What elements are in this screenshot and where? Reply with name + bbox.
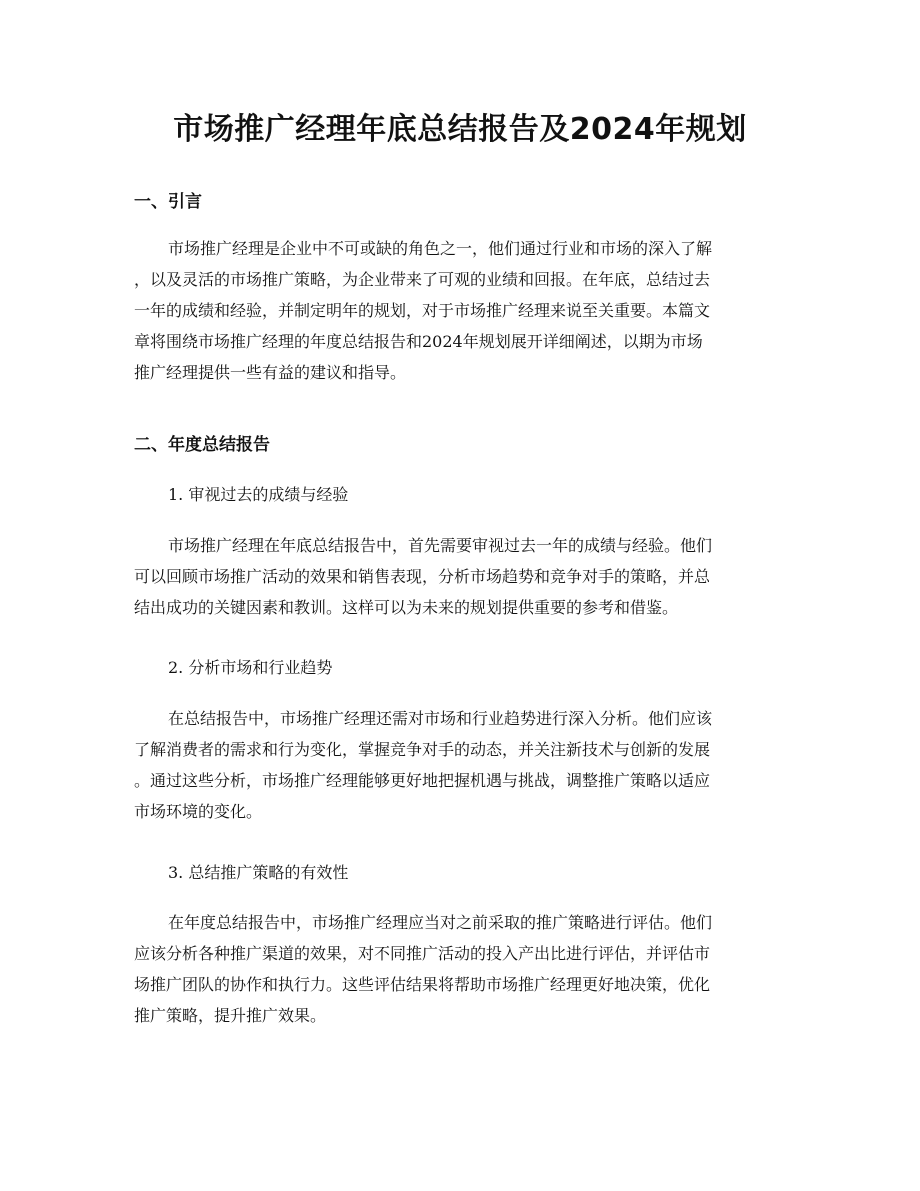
paragraph-review	[134, 530, 789, 623]
section-heading-introduction: 一、引言	[134, 192, 202, 212]
paragraph-line: 在年度总结报告中，市场推广经理应当对之前采取的推广策略进行评估。他们	[168, 913, 713, 932]
document-title: 市场推广经理年底总结报告及2024年规划	[173, 112, 747, 147]
paragraph-line: 了解消费者的需求和行为变化，掌握竞争对手的动态，并关注新技术与创新的发展	[134, 740, 711, 759]
paragraph-line: 场推广团队的协作和执行力。这些评估结果将帮助市场推广经理更好地决策，优化	[134, 975, 711, 994]
paragraph-line: ，以及灵活的市场推广策略，为企业带来了可观的业绩和回报。在年底，总结过去	[134, 270, 711, 289]
paragraph-line: 市场环境的变化。	[134, 802, 263, 821]
paragraph-line: 结出成功的关键因素和教训。这样可以为未来的规划提供重要的参考和借鉴。	[134, 598, 679, 617]
paragraph-trends	[134, 703, 789, 827]
paragraph-line: 章将围绕市场推广经理的年度总结报告和2024年规划展开详细阐述，以期为市场	[134, 332, 703, 351]
section-heading-annual-summary: 二、年度总结报告	[134, 435, 270, 455]
paragraph-line: 。通过这些分析，市场推广经理能够更好地把握机遇与挑战，调整推广策略以适应	[134, 771, 711, 790]
paragraph-strategy	[134, 907, 789, 1031]
paragraph-introduction	[134, 233, 789, 388]
paragraph-line: 市场推广经理是企业中不可或缺的角色之一，他们通过行业和市场的深入了解	[168, 239, 713, 258]
paragraph-line: 一年的成绩和经验，并制定明年的规划，对于市场推广经理来说至关重要。本篇文	[134, 301, 711, 320]
paragraph-line: 可以回顾市场推广活动的效果和销售表现，分析市场趋势和竞争对手的策略，并总	[134, 567, 711, 586]
subsection-heading-trends: 2. 分析市场和行业趋势	[168, 658, 333, 677]
paragraph-line: 推广经理提供一些有益的建议和指导。	[134, 363, 407, 382]
paragraph-line: 推广策略，提升推广效果。	[134, 1006, 327, 1025]
paragraph-line: 应该分析各种推广渠道的效果，对不同推广活动的投入产出比进行评估，并评估市	[134, 944, 711, 963]
subsection-heading-strategy: 3. 总结推广策略的有效性	[168, 863, 349, 882]
subsection-heading-review: 1. 审视过去的成绩与经验	[168, 485, 349, 504]
paragraph-line: 在总结报告中，市场推广经理还需对市场和行业趋势进行深入分析。他们应该	[168, 709, 713, 728]
paragraph-line: 市场推广经理在年底总结报告中，首先需要审视过去一年的成绩与经验。他们	[168, 536, 713, 555]
